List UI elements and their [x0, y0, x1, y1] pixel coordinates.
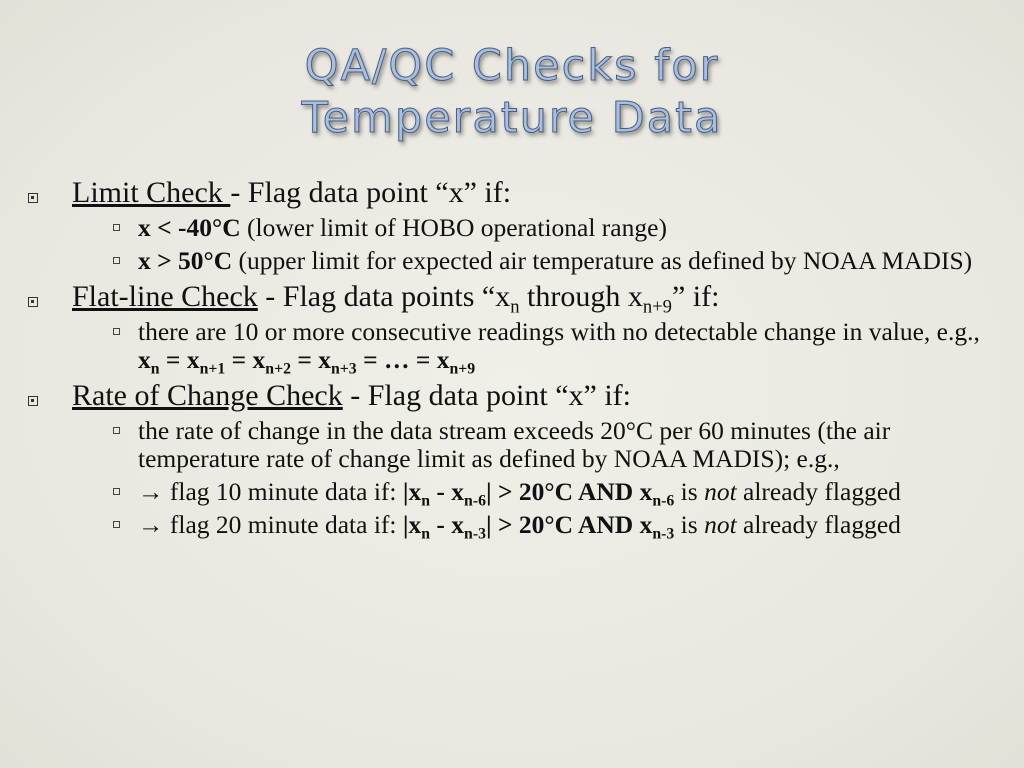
- limit-check-text: - Flag data point “x” if:: [230, 176, 512, 209]
- rate-detail-text: the rate of change in the data stream exceeds 20°C per 60 minutes (the air temperature rate of change limit as defined by NOAA MADIS); e.g.,: [138, 416, 891, 473]
- small-square-bullet-icon: [113, 521, 120, 528]
- upper-limit-condition: x > 50°C: [138, 246, 233, 275]
- rate-check-detail: [0, 417, 1024, 473]
- title-line-2: Temperature Data: [301, 93, 723, 143]
- formula-part: - x: [430, 477, 465, 506]
- small-square-bullet-icon: [113, 427, 120, 434]
- rate-check-20min: [0, 510, 1024, 543]
- rate-20min-text: flag 20 minute data if:: [163, 510, 403, 539]
- rate-10min-is: is: [674, 477, 705, 506]
- small-square-bullet-icon: [113, 257, 120, 264]
- upper-limit-desc: (upper limit for expected air temperature as defined by NOAA MADIS): [232, 246, 973, 275]
- eq-part: = x: [225, 345, 266, 374]
- eq-x: x: [138, 345, 151, 374]
- rate-10min-tail: already flagged: [736, 477, 901, 506]
- rate-20min-not: not: [704, 510, 737, 539]
- eq-sub: n+2: [265, 360, 291, 378]
- small-square-bullet-icon: [113, 488, 120, 495]
- formula-sub: n-6: [464, 492, 486, 510]
- square-bullet-icon: [28, 297, 38, 307]
- flatline-check-detail: [0, 317, 1024, 378]
- rate-check-heading: Rate of Change Check: [72, 379, 343, 412]
- formula-sub: n: [421, 525, 431, 543]
- rate-20min-formula: [402, 510, 675, 543]
- rate-10min-not: not: [704, 477, 737, 506]
- formula-part: |x: [402, 510, 422, 539]
- lower-limit-desc: (lower limit of HOBO operational range): [240, 213, 667, 242]
- formula-part: | > 20°C AND x: [485, 477, 653, 506]
- flatline-text-2: through x: [519, 280, 643, 313]
- rate-check-10min: [0, 477, 1024, 510]
- eq-sub: n: [150, 360, 160, 378]
- flatline-equation: [138, 345, 476, 378]
- eq-part: = … = x: [356, 345, 450, 374]
- arrow-right-icon: →: [138, 510, 164, 539]
- flatline-text-1: - Flag data points “x: [257, 280, 511, 313]
- rate-check-item: [0, 379, 1024, 413]
- rate-10min-text: flag 10 minute data if:: [163, 477, 403, 506]
- rate-check-text: - Flag data point “x” if:: [342, 379, 632, 412]
- bullet-list: [0, 176, 1024, 544]
- eq-sub: n+9: [449, 360, 476, 378]
- lower-limit-condition: x < -40°C: [138, 213, 241, 242]
- formula-sub: n: [421, 492, 431, 510]
- flatline-sub-n: n: [510, 296, 520, 318]
- flatline-check-item: [0, 280, 1024, 318]
- arrow-right-icon: →: [138, 477, 164, 506]
- flatline-sub-n9: n+9: [642, 296, 672, 318]
- rate-10min-formula: [402, 477, 675, 510]
- title-line-1: QA/QC Checks for: [304, 41, 720, 91]
- formula-sub: n-6: [652, 492, 675, 510]
- rate-20min-is: is: [674, 510, 705, 539]
- flatline-check-heading: Flat-line Check: [72, 280, 258, 313]
- limit-check-item: [0, 176, 1024, 210]
- small-square-bullet-icon: [113, 328, 120, 335]
- eq-sub: n+3: [331, 360, 357, 378]
- formula-part: - x: [430, 510, 465, 539]
- eq-part: = x: [290, 345, 332, 374]
- eq-part: = x: [159, 345, 200, 374]
- small-square-bullet-icon: [113, 224, 120, 231]
- limit-check-upper: [0, 247, 1024, 275]
- flatline-detail-text: there are 10 or more consecutive readings with no detectable change in value, e.g.,: [138, 317, 980, 346]
- square-bullet-icon: [28, 193, 38, 203]
- square-bullet-icon: [28, 396, 38, 406]
- formula-sub: n-3: [652, 525, 675, 543]
- formula-part: | > 20°C AND x: [485, 510, 653, 539]
- eq-sub: n+1: [199, 360, 226, 378]
- formula-sub: n-3: [464, 525, 486, 543]
- rate-20min-tail: already flagged: [736, 510, 901, 539]
- limit-check-lower: [0, 214, 1024, 242]
- flatline-text-3: ” if:: [671, 280, 720, 313]
- slide-title: [0, 40, 1024, 144]
- limit-check-heading: Limit Check: [72, 176, 231, 209]
- formula-part: |x: [402, 477, 422, 506]
